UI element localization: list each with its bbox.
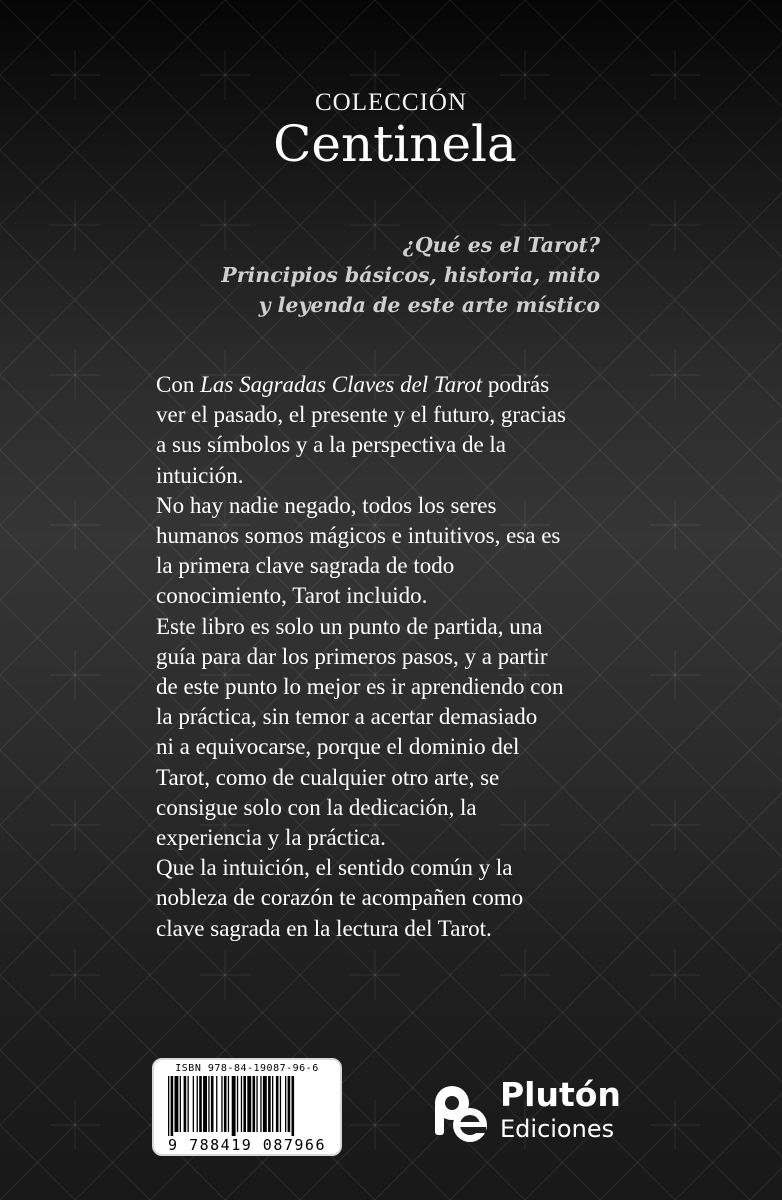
isbn-label: ISBN 978-84-19087-96-6 <box>175 1063 319 1074</box>
barcode-bar <box>180 1076 181 1132</box>
pattern-line <box>750 750 782 900</box>
pattern-line <box>750 1125 782 1200</box>
blurb-line: guía para dar los primeros pasos, y a partir <box>156 643 548 669</box>
book-subtitle <box>0 230 600 320</box>
barcode-bar <box>221 1076 222 1132</box>
pattern-line <box>750 900 782 975</box>
pattern-line <box>750 300 782 450</box>
pattern-line <box>750 375 782 450</box>
pattern-line <box>750 600 782 750</box>
collection-header <box>0 89 782 173</box>
publisher-subname: Ediciones <box>500 1115 615 1143</box>
pattern-line <box>750 600 782 750</box>
pattern-line <box>750 900 782 1050</box>
barcode-bar <box>184 1076 187 1132</box>
pattern-line <box>750 1050 782 1200</box>
blurb-line: la primera clave sagrada de todo <box>156 553 455 579</box>
blurb-line: ni a equivocarse, porque el dominio del <box>156 734 520 760</box>
collection-label: COLECCIÓN <box>314 89 468 116</box>
pattern-line <box>750 525 782 600</box>
blurb-line: Que la intuición, el sentido común y la <box>156 855 513 881</box>
barcode-bar <box>272 1076 273 1132</box>
barcode-bar <box>268 1076 271 1132</box>
pattern-line <box>750 750 782 825</box>
barcode-bar <box>243 1076 246 1132</box>
barcode-bar <box>256 1076 257 1132</box>
blurb-line <box>156 370 636 400</box>
pattern-line <box>750 675 782 750</box>
isbn-barcode <box>152 1058 342 1156</box>
blurb-line: de este punto lo mejor es ir aprendiendo con <box>156 674 564 700</box>
barcode-bar <box>237 1076 238 1132</box>
barcode-bar <box>280 1076 281 1132</box>
pattern-line <box>750 225 782 300</box>
pattern-line <box>750 450 782 600</box>
pattern-line <box>750 900 782 1050</box>
barcode-bar <box>197 1076 198 1132</box>
barcode-bar <box>193 1076 194 1132</box>
publisher-logo <box>428 1075 658 1155</box>
barcode-bar <box>241 1076 242 1132</box>
blurb-line: Este libro es solo un punto de partida, una <box>156 613 543 639</box>
blurb-line: No hay nadie negado, todos los seres <box>156 492 497 518</box>
barcode-bar <box>211 1076 214 1132</box>
blurb-line: ver el pasado, el presente y el futuro, gracias <box>156 402 566 428</box>
barcode-bar <box>288 1076 291 1132</box>
blurb-line: experiencia y la práctica. <box>156 825 386 851</box>
blurb-line: a sus símbolos y a la perspectiva de la <box>156 432 507 458</box>
blurb-line: clave sagrada en la lectura del Tarot. <box>156 915 492 941</box>
barcode-bar <box>224 1076 227 1132</box>
barcode-bar <box>247 1076 251 1132</box>
barcode-bar <box>232 1076 236 1136</box>
barcode-bar <box>292 1076 295 1136</box>
blurb-line: humanos somos mágicos e intuitivos, esa es <box>156 523 561 549</box>
barcode-bar <box>203 1076 207 1132</box>
blurb-line: intuición. <box>156 462 244 488</box>
barcode-bar <box>208 1076 209 1132</box>
pattern-line <box>750 150 782 300</box>
subtitle-line: ¿Qué es el Tarot? <box>402 233 600 257</box>
pattern-line <box>750 600 782 675</box>
pluton-logo-icon <box>428 1081 492 1145</box>
pattern-line <box>750 300 782 375</box>
blurb-text-fragment: Con <box>156 372 201 397</box>
subtitle-line: Principios básicos, historia, mito <box>221 263 600 287</box>
barcode-bar <box>260 1076 261 1132</box>
publisher-name: Plutón <box>500 1075 621 1114</box>
barcode-bar <box>285 1076 286 1132</box>
pattern-line <box>750 300 782 450</box>
barcode-bar <box>253 1076 256 1132</box>
pattern-line <box>750 1050 782 1125</box>
barcode-bar <box>199 1076 202 1132</box>
barcode-bar <box>171 1076 174 1136</box>
barcode-bar <box>188 1076 189 1132</box>
barcode-digits: 9 788419 087966 <box>168 1136 326 1154</box>
pattern-line <box>750 975 782 1050</box>
blurb-text-fragment: podrás <box>482 372 550 397</box>
blurb-text <box>156 370 636 944</box>
pattern-line <box>750 825 782 900</box>
pattern-line <box>750 750 782 900</box>
barcode-bar <box>168 1076 169 1136</box>
subtitle-line: y leyenda de este arte místico <box>258 293 600 317</box>
blurb-line: nobleza de corazón te acompañen como <box>156 885 524 911</box>
pattern-line <box>750 0 782 75</box>
book-title-italic: Las Sagradas Claves del Tarot <box>200 372 483 397</box>
pattern-line <box>750 1050 782 1200</box>
blurb-line: conocimiento, Tarot incluido. <box>156 583 428 609</box>
pattern-line <box>750 450 782 600</box>
barcode-bar <box>263 1076 267 1132</box>
blurb-line: consigue solo con la dedicación, la <box>156 794 477 820</box>
pattern-line <box>750 150 782 300</box>
pattern-line <box>750 450 782 525</box>
collection-name: Centinela <box>273 115 517 173</box>
blurb-line: Tarot, como de cualquier otro arte, se <box>156 764 500 790</box>
barcode-bar <box>276 1076 279 1132</box>
barcode-bar <box>228 1076 229 1132</box>
barcode-bars <box>168 1076 330 1136</box>
blurb-line: la práctica, sin temor a acertar demasiado <box>156 704 538 730</box>
barcode-bar <box>175 1076 179 1132</box>
barcode-bar <box>216 1076 217 1132</box>
